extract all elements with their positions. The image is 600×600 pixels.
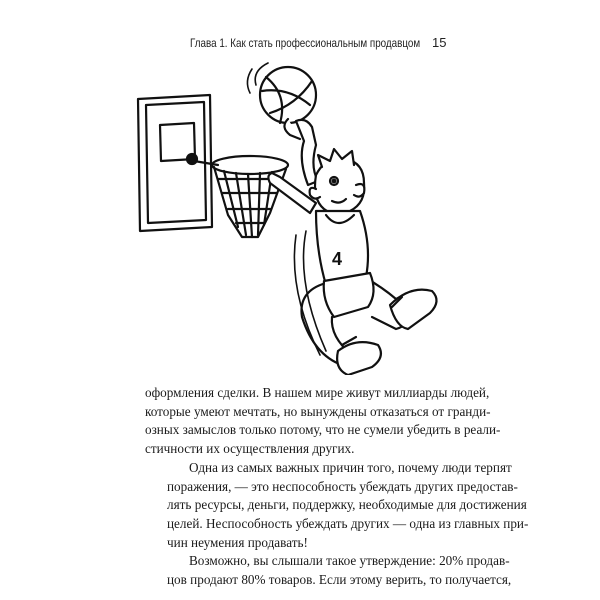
running-head: Глава 1. Как стать профессиональным продавцом bbox=[190, 36, 421, 50]
text-line: оформления сделки. В нашем мире живут миллиарды людей, bbox=[145, 385, 490, 400]
body-text bbox=[145, 384, 529, 590]
text-line: стичности их осуществления других. bbox=[145, 441, 355, 457]
text-line: Одна из самых важных причин того, почему люди терпят bbox=[189, 459, 512, 475]
paragraph bbox=[145, 459, 529, 553]
text-line: целей. Неспособность убеждать других — одна из главных при- bbox=[167, 515, 529, 531]
paragraph bbox=[145, 384, 501, 459]
text-line: поражения, — это неспособность убеждать других предостав- bbox=[167, 478, 518, 494]
text-line: цов продают 80% товаров. Если этому верить, то получается, bbox=[167, 572, 512, 588]
basketball-player bbox=[268, 119, 436, 375]
text-line: чин неумения продавать! bbox=[167, 534, 308, 550]
page-number: 15 bbox=[432, 35, 447, 50]
basketball bbox=[247, 63, 316, 123]
paragraph bbox=[145, 552, 512, 589]
text-line: Возможно, вы слышали такое утверждение: 20% продав- bbox=[189, 553, 510, 569]
text-line: озных замыслов только потому, что не сумели убедить в реали- bbox=[145, 422, 501, 438]
basketball-illustration bbox=[120, 55, 460, 375]
text-line: лять ресурсы, деньги, поддержку, необходимые для достижения bbox=[167, 497, 527, 513]
jersey-number: 4 bbox=[332, 249, 343, 269]
text-line: которые умеют мечтать, но вынуждены отказаться от гранди- bbox=[145, 403, 491, 419]
